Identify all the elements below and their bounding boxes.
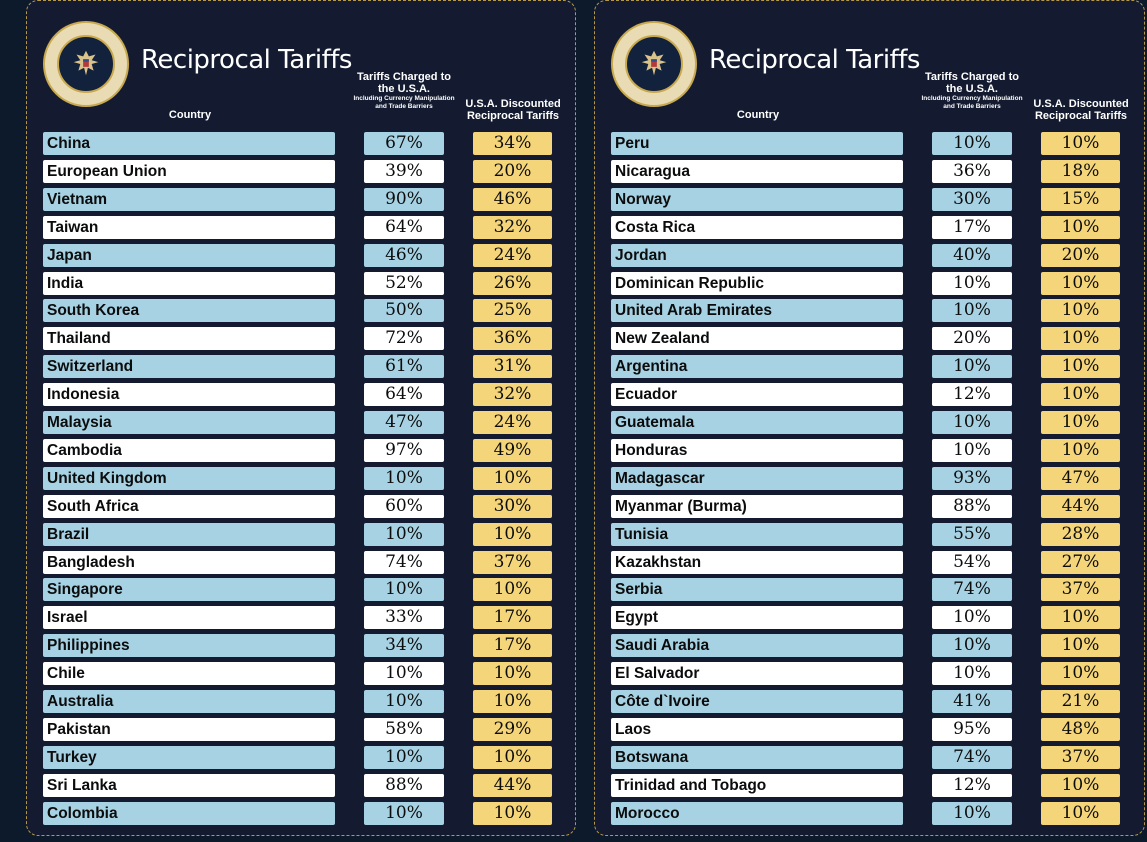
table-row <box>27 774 575 797</box>
country-cell: Ecuador <box>611 383 903 406</box>
tariff-charged-cell: 10% <box>932 355 1012 378</box>
tariff-charged-cell: 10% <box>932 662 1012 685</box>
table-row <box>27 802 575 825</box>
tariff-charged-cell: 33% <box>364 606 444 629</box>
table-row <box>27 383 575 406</box>
tariff-charged-cell: 10% <box>932 606 1012 629</box>
table-row <box>27 690 575 713</box>
reciprocal-tariff-cell: 28% <box>1041 523 1120 546</box>
tariff-charged-cell: 10% <box>932 802 1012 825</box>
table-row <box>595 160 1144 183</box>
header-reciprocal-tariffs: U.S.A. Discounted Reciprocal Tariffs <box>1033 98 1129 123</box>
eagle-icon <box>57 35 115 93</box>
header-tariffs-charged <box>917 72 1027 110</box>
country-cell: Cambodia <box>43 439 335 462</box>
reciprocal-tariff-cell: 32% <box>473 216 552 239</box>
table-row <box>595 244 1144 267</box>
country-cell: Thailand <box>43 327 335 350</box>
country-cell: Nicaragua <box>611 160 903 183</box>
reciprocal-tariff-cell: 25% <box>473 299 552 322</box>
reciprocal-tariff-cell: 10% <box>1041 272 1120 295</box>
reciprocal-tariff-cell: 10% <box>1041 327 1120 350</box>
reciprocal-tariff-cell: 10% <box>1041 411 1120 434</box>
reciprocal-tariff-cell: 10% <box>1041 606 1120 629</box>
tariff-charged-cell: 40% <box>932 244 1012 267</box>
country-cell: Botswana <box>611 746 903 769</box>
header-tariffs-charged <box>349 72 459 110</box>
country-cell: Laos <box>611 718 903 741</box>
country-cell: Saudi Arabia <box>611 634 903 657</box>
table-row <box>595 355 1144 378</box>
page-title: Reciprocal Tariffs <box>141 45 352 75</box>
table-row <box>595 299 1144 322</box>
tariff-charged-cell: 60% <box>364 495 444 518</box>
table-row <box>595 411 1144 434</box>
tariff-charged-cell: 17% <box>932 216 1012 239</box>
tariff-charged-cell: 10% <box>932 272 1012 295</box>
table-row <box>595 718 1144 741</box>
country-cell: Chile <box>43 662 335 685</box>
country-cell: Malaysia <box>43 411 335 434</box>
country-cell: Kazakhstan <box>611 551 903 574</box>
country-cell: Japan <box>43 244 335 267</box>
tariff-charged-cell: 20% <box>932 327 1012 350</box>
tariff-charged-cell: 10% <box>364 690 444 713</box>
tariff-charged-cell: 34% <box>364 634 444 657</box>
table-row <box>595 132 1144 155</box>
tariff-charged-cell: 88% <box>932 495 1012 518</box>
tariff-charged-cell: 10% <box>364 467 444 490</box>
reciprocal-tariff-cell: 10% <box>1041 662 1120 685</box>
reciprocal-tariff-cell: 37% <box>1041 578 1120 601</box>
reciprocal-tariff-cell: 34% <box>473 132 552 155</box>
tariff-charged-cell: 10% <box>364 523 444 546</box>
country-cell: India <box>43 272 335 295</box>
table-row <box>595 662 1144 685</box>
table-row <box>27 439 575 462</box>
table-row <box>27 606 575 629</box>
table-row <box>595 216 1144 239</box>
tariff-charged-cell: 10% <box>364 662 444 685</box>
tariff-charged-cell: 46% <box>364 244 444 267</box>
reciprocal-tariff-cell: 10% <box>473 690 552 713</box>
header-country: Country <box>168 109 212 121</box>
country-cell: Serbia <box>611 578 903 601</box>
country-cell: El Salvador <box>611 662 903 685</box>
reciprocal-tariff-cell: 21% <box>1041 690 1120 713</box>
country-cell: Myanmar (Burma) <box>611 495 903 518</box>
tariff-charged-cell: 10% <box>932 634 1012 657</box>
country-cell: Indonesia <box>43 383 335 406</box>
country-cell: South Africa <box>43 495 335 518</box>
reciprocal-tariff-cell: 49% <box>473 439 552 462</box>
reciprocal-tariff-cell: 37% <box>1041 746 1120 769</box>
table-row <box>595 774 1144 797</box>
table-row <box>595 188 1144 211</box>
presidential-seal-icon <box>43 21 129 107</box>
table-row <box>27 718 575 741</box>
table-row <box>595 606 1144 629</box>
reciprocal-tariff-cell: 26% <box>473 272 552 295</box>
header-tariffs-charged-label: Tariffs Charged to the U.S.A. <box>357 71 451 95</box>
table-row <box>595 467 1144 490</box>
country-cell: Trinidad and Tobago <box>611 774 903 797</box>
table-row <box>27 634 575 657</box>
reciprocal-tariff-cell: 10% <box>473 802 552 825</box>
tariff-charged-cell: 47% <box>364 411 444 434</box>
reciprocal-tariff-cell: 15% <box>1041 188 1120 211</box>
left-table-panel <box>26 0 576 836</box>
tariff-charged-cell: 67% <box>364 132 444 155</box>
tariff-charged-cell: 52% <box>364 272 444 295</box>
tariff-charged-cell: 10% <box>932 132 1012 155</box>
reciprocal-tariff-cell: 10% <box>473 746 552 769</box>
country-cell: Bangladesh <box>43 551 335 574</box>
country-cell: Peru <box>611 132 903 155</box>
country-cell: Australia <box>43 690 335 713</box>
table-row <box>27 299 575 322</box>
country-cell: United Kingdom <box>43 467 335 490</box>
tariff-charged-cell: 10% <box>364 578 444 601</box>
reciprocal-tariff-cell: 10% <box>473 467 552 490</box>
country-cell: Philippines <box>43 634 335 657</box>
reciprocal-tariff-cell: 30% <box>473 495 552 518</box>
country-cell: Norway <box>611 188 903 211</box>
tariff-charged-cell: 95% <box>932 718 1012 741</box>
table-row <box>595 690 1144 713</box>
tariff-charged-cell: 54% <box>932 551 1012 574</box>
country-cell: South Korea <box>43 299 335 322</box>
country-cell: Guatemala <box>611 411 903 434</box>
tariff-charged-cell: 93% <box>932 467 1012 490</box>
tariff-charged-cell: 61% <box>364 355 444 378</box>
reciprocal-tariff-cell: 47% <box>1041 467 1120 490</box>
table-row <box>27 467 575 490</box>
table-row <box>27 662 575 685</box>
reciprocal-tariff-cell: 27% <box>1041 551 1120 574</box>
header-tariffs-charged-label: Tariffs Charged to the U.S.A. <box>925 71 1019 95</box>
reciprocal-tariff-cell: 24% <box>473 244 552 267</box>
country-cell: Côte d`Ivoire <box>611 690 903 713</box>
table-row <box>595 272 1144 295</box>
table-row <box>27 411 575 434</box>
tariff-charged-cell: 64% <box>364 383 444 406</box>
tariff-charged-cell: 41% <box>932 690 1012 713</box>
country-cell: Costa Rica <box>611 216 903 239</box>
tariff-charged-cell: 97% <box>364 439 444 462</box>
reciprocal-tariff-cell: 20% <box>473 160 552 183</box>
reciprocal-tariff-cell: 37% <box>473 551 552 574</box>
header-tariffs-charged-sub: Including Currency Manipulation and Trade Barriers <box>921 95 1023 110</box>
table-row <box>595 634 1144 657</box>
reciprocal-tariff-cell: 20% <box>1041 244 1120 267</box>
tariff-charged-cell: 10% <box>932 439 1012 462</box>
tariff-charged-cell: 64% <box>364 216 444 239</box>
tariff-charged-cell: 55% <box>932 523 1012 546</box>
table-row <box>595 439 1144 462</box>
page-title: Reciprocal Tariffs <box>709 45 920 75</box>
eagle-icon <box>625 35 683 93</box>
country-cell: Taiwan <box>43 216 335 239</box>
country-cell: China <box>43 132 335 155</box>
reciprocal-tariff-cell: 31% <box>473 355 552 378</box>
country-cell: United Arab Emirates <box>611 299 903 322</box>
reciprocal-tariff-cell: 10% <box>1041 774 1120 797</box>
header-reciprocal-tariffs: U.S.A. Discounted Reciprocal Tariffs <box>465 98 561 123</box>
reciprocal-tariff-cell: 44% <box>1041 495 1120 518</box>
tariff-charged-cell: 30% <box>932 188 1012 211</box>
reciprocal-tariff-cell: 10% <box>473 662 552 685</box>
tariff-charged-cell: 10% <box>364 746 444 769</box>
reciprocal-tariff-cell: 10% <box>1041 132 1120 155</box>
tariff-charged-cell: 36% <box>932 160 1012 183</box>
country-cell: Pakistan <box>43 718 335 741</box>
header-tariffs-charged-sub: Including Currency Manipulation and Trade Barriers <box>353 95 455 110</box>
country-cell: Colombia <box>43 802 335 825</box>
reciprocal-tariff-cell: 17% <box>473 606 552 629</box>
reciprocal-tariff-cell: 10% <box>1041 355 1120 378</box>
table-row <box>595 523 1144 546</box>
table-row <box>27 578 575 601</box>
table-row <box>27 551 575 574</box>
reciprocal-tariff-cell: 10% <box>1041 802 1120 825</box>
table-row <box>595 383 1144 406</box>
reciprocal-tariff-cell: 17% <box>473 634 552 657</box>
country-cell: Argentina <box>611 355 903 378</box>
presidential-seal-icon <box>611 21 697 107</box>
reciprocal-tariff-cell: 24% <box>473 411 552 434</box>
tariff-charged-cell: 50% <box>364 299 444 322</box>
tariff-charged-cell: 88% <box>364 774 444 797</box>
reciprocal-tariff-cell: 10% <box>473 578 552 601</box>
country-cell: Jordan <box>611 244 903 267</box>
table-row <box>595 578 1144 601</box>
tariff-charged-cell: 72% <box>364 327 444 350</box>
reciprocal-tariff-cell: 18% <box>1041 160 1120 183</box>
country-cell: Tunisia <box>611 523 903 546</box>
table-row <box>27 523 575 546</box>
reciprocal-tariff-cell: 10% <box>1041 216 1120 239</box>
tariff-charged-cell: 74% <box>364 551 444 574</box>
country-cell: Madagascar <box>611 467 903 490</box>
tariff-charged-cell: 10% <box>364 802 444 825</box>
table-row <box>595 327 1144 350</box>
table-row <box>27 160 575 183</box>
table-row <box>27 746 575 769</box>
tariff-charged-cell: 10% <box>932 299 1012 322</box>
country-cell: European Union <box>43 160 335 183</box>
reciprocal-tariff-cell: 10% <box>1041 383 1120 406</box>
tariff-charged-cell: 39% <box>364 160 444 183</box>
country-cell: Vietnam <box>43 188 335 211</box>
table-row <box>27 216 575 239</box>
table-row <box>27 244 575 267</box>
country-cell: Egypt <box>611 606 903 629</box>
table-row <box>27 132 575 155</box>
right-table-panel <box>594 0 1145 836</box>
header-country: Country <box>736 109 780 121</box>
table-row <box>27 495 575 518</box>
reciprocal-tariff-cell: 32% <box>473 383 552 406</box>
country-cell: New Zealand <box>611 327 903 350</box>
table-row <box>27 188 575 211</box>
country-cell: Switzerland <box>43 355 335 378</box>
table-row <box>595 746 1144 769</box>
country-cell: Israel <box>43 606 335 629</box>
country-cell: Brazil <box>43 523 335 546</box>
country-cell: Turkey <box>43 746 335 769</box>
table-row <box>27 355 575 378</box>
reciprocal-tariff-cell: 29% <box>473 718 552 741</box>
country-cell: Dominican Republic <box>611 272 903 295</box>
reciprocal-tariff-cell: 48% <box>1041 718 1120 741</box>
table-row <box>27 327 575 350</box>
reciprocal-tariff-cell: 44% <box>473 774 552 797</box>
table-row <box>27 272 575 295</box>
tariff-charged-cell: 90% <box>364 188 444 211</box>
country-cell: Sri Lanka <box>43 774 335 797</box>
tariff-charged-cell: 74% <box>932 746 1012 769</box>
reciprocal-tariff-cell: 10% <box>1041 634 1120 657</box>
reciprocal-tariff-cell: 10% <box>473 523 552 546</box>
country-cell: Singapore <box>43 578 335 601</box>
reciprocal-tariff-cell: 46% <box>473 188 552 211</box>
tariff-charged-cell: 12% <box>932 774 1012 797</box>
reciprocal-tariff-cell: 10% <box>1041 439 1120 462</box>
reciprocal-tariff-cell: 36% <box>473 327 552 350</box>
tariff-charged-cell: 58% <box>364 718 444 741</box>
table-row <box>595 802 1144 825</box>
reciprocal-tariff-cell: 10% <box>1041 299 1120 322</box>
country-cell: Morocco <box>611 802 903 825</box>
table-row <box>595 551 1144 574</box>
tariff-charged-cell: 12% <box>932 383 1012 406</box>
table-row <box>595 495 1144 518</box>
tariff-charged-cell: 10% <box>932 411 1012 434</box>
tariff-charged-cell: 74% <box>932 578 1012 601</box>
country-cell: Honduras <box>611 439 903 462</box>
